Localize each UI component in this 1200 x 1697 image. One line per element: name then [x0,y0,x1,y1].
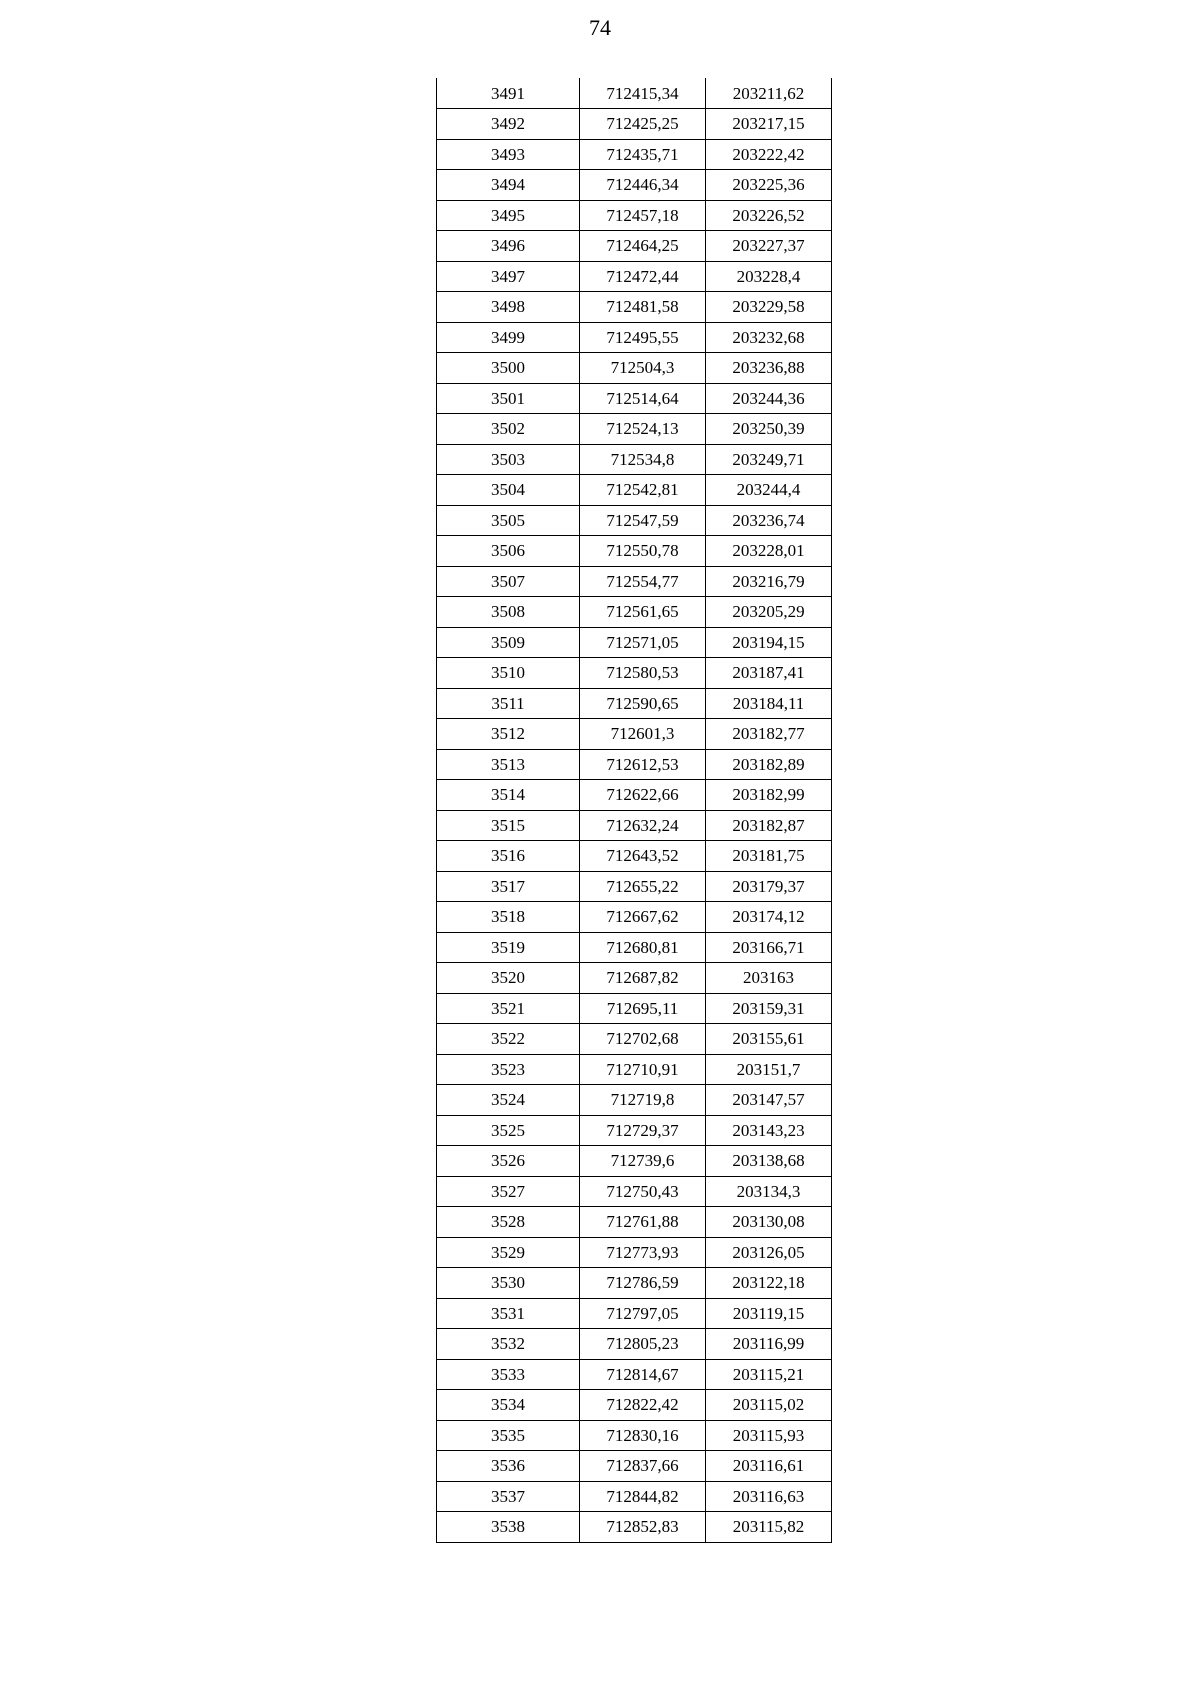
table-row [437,78,832,109]
point-number-cell: 3513 [437,749,580,780]
table-row [437,902,832,933]
point-number-cell: 3520 [437,963,580,994]
y-coordinate-cell: 203249,71 [706,444,832,475]
y-coordinate-cell: 203225,36 [706,170,832,201]
table-row [437,1024,832,1055]
y-coordinate-cell: 203138,68 [706,1146,832,1177]
y-coordinate-cell: 203184,11 [706,688,832,719]
point-number-cell: 3518 [437,902,580,933]
x-coordinate-cell: 712702,68 [580,1024,706,1055]
y-coordinate-cell: 203151,7 [706,1054,832,1085]
point-number-cell: 3511 [437,688,580,719]
point-number-cell: 3527 [437,1176,580,1207]
y-coordinate-cell: 203205,29 [706,597,832,628]
table-row [437,1115,832,1146]
y-coordinate-cell: 203134,3 [706,1176,832,1207]
y-coordinate-cell: 203217,15 [706,109,832,140]
table-row [437,231,832,262]
point-number-cell: 3522 [437,1024,580,1055]
point-number-cell: 3509 [437,627,580,658]
coordinates-table [436,78,832,1543]
x-coordinate-cell: 712695,11 [580,993,706,1024]
x-coordinate-cell: 712844,82 [580,1481,706,1512]
table-row [437,597,832,628]
y-coordinate-cell: 203147,57 [706,1085,832,1116]
table-row [437,719,832,750]
point-number-cell: 3508 [437,597,580,628]
table-row [437,536,832,567]
table-row [437,627,832,658]
table-row [437,1451,832,1482]
point-number-cell: 3521 [437,993,580,1024]
y-coordinate-cell: 203115,21 [706,1359,832,1390]
table-row [437,414,832,445]
point-number-cell: 3519 [437,932,580,963]
point-number-cell: 3515 [437,810,580,841]
table-row [437,566,832,597]
y-coordinate-cell: 203155,61 [706,1024,832,1055]
y-coordinate-cell: 203116,61 [706,1451,832,1482]
y-coordinate-cell: 203236,88 [706,353,832,384]
x-coordinate-cell: 712435,71 [580,139,706,170]
table-row [437,1298,832,1329]
point-number-cell: 3516 [437,841,580,872]
x-coordinate-cell: 712667,62 [580,902,706,933]
table-row [437,1237,832,1268]
point-number-cell: 3532 [437,1329,580,1360]
y-coordinate-cell: 203122,18 [706,1268,832,1299]
table-row [437,810,832,841]
table-row [437,475,832,506]
table-row [437,1359,832,1390]
table-row [437,841,832,872]
x-coordinate-cell: 712495,55 [580,322,706,353]
y-coordinate-cell: 203163 [706,963,832,994]
y-coordinate-cell: 203115,02 [706,1390,832,1421]
table-row [437,1054,832,1085]
point-number-cell: 3494 [437,170,580,201]
x-coordinate-cell: 712786,59 [580,1268,706,1299]
point-number-cell: 3514 [437,780,580,811]
point-number-cell: 3499 [437,322,580,353]
y-coordinate-cell: 203126,05 [706,1237,832,1268]
table-row [437,170,832,201]
point-number-cell: 3533 [437,1359,580,1390]
table-row [437,383,832,414]
x-coordinate-cell: 712446,34 [580,170,706,201]
x-coordinate-cell: 712524,13 [580,414,706,445]
point-number-cell: 3517 [437,871,580,902]
point-number-cell: 3531 [437,1298,580,1329]
point-number-cell: 3523 [437,1054,580,1085]
point-number-cell: 3525 [437,1115,580,1146]
x-coordinate-cell: 712601,3 [580,719,706,750]
y-coordinate-cell: 203236,74 [706,505,832,536]
x-coordinate-cell: 712655,22 [580,871,706,902]
y-coordinate-cell: 203244,4 [706,475,832,506]
x-coordinate-cell: 712464,25 [580,231,706,262]
point-number-cell: 3530 [437,1268,580,1299]
y-coordinate-cell: 203232,68 [706,322,832,353]
point-number-cell: 3536 [437,1451,580,1482]
x-coordinate-cell: 712550,78 [580,536,706,567]
table-body [437,78,832,1542]
point-number-cell: 3504 [437,475,580,506]
x-coordinate-cell: 712457,18 [580,200,706,231]
table-row [437,109,832,140]
x-coordinate-cell: 712837,66 [580,1451,706,1482]
y-coordinate-cell: 203115,93 [706,1420,832,1451]
x-coordinate-cell: 712822,42 [580,1390,706,1421]
y-coordinate-cell: 203181,75 [706,841,832,872]
table-row [437,1420,832,1451]
x-coordinate-cell: 712622,66 [580,780,706,811]
y-coordinate-cell: 203166,71 [706,932,832,963]
x-coordinate-cell: 712547,59 [580,505,706,536]
page-number: 74 [589,15,611,40]
y-coordinate-cell: 203222,42 [706,139,832,170]
point-number-cell: 3491 [437,78,580,109]
y-coordinate-cell: 203194,15 [706,627,832,658]
y-coordinate-cell: 203216,79 [706,566,832,597]
point-number-cell: 3538 [437,1512,580,1543]
point-number-cell: 3534 [437,1390,580,1421]
x-coordinate-cell: 712542,81 [580,475,706,506]
table-row [437,1085,832,1116]
point-number-cell: 3492 [437,109,580,140]
x-coordinate-cell: 712710,91 [580,1054,706,1085]
x-coordinate-cell: 712805,23 [580,1329,706,1360]
table-row [437,993,832,1024]
y-coordinate-cell: 203244,36 [706,383,832,414]
y-coordinate-cell: 203211,62 [706,78,832,109]
table-row [437,932,832,963]
y-coordinate-cell: 203143,23 [706,1115,832,1146]
point-number-cell: 3506 [437,536,580,567]
point-number-cell: 3535 [437,1420,580,1451]
point-number-cell: 3507 [437,566,580,597]
point-number-cell: 3493 [437,139,580,170]
table-row [437,139,832,170]
table-row [437,444,832,475]
table-row [437,1329,832,1360]
y-coordinate-cell: 203115,82 [706,1512,832,1543]
x-coordinate-cell: 712739,6 [580,1146,706,1177]
table-row [437,200,832,231]
point-number-cell: 3529 [437,1237,580,1268]
point-number-cell: 3524 [437,1085,580,1116]
y-coordinate-cell: 203250,39 [706,414,832,445]
x-coordinate-cell: 712814,67 [580,1359,706,1390]
point-number-cell: 3496 [437,231,580,262]
table-row [437,1481,832,1512]
point-number-cell: 3498 [437,292,580,323]
table-row [437,1268,832,1299]
y-coordinate-cell: 203228,01 [706,536,832,567]
y-coordinate-cell: 203182,77 [706,719,832,750]
point-number-cell: 3500 [437,353,580,384]
point-number-cell: 3526 [437,1146,580,1177]
point-number-cell: 3502 [437,414,580,445]
x-coordinate-cell: 712571,05 [580,627,706,658]
point-number-cell: 3537 [437,1481,580,1512]
table-row [437,1207,832,1238]
x-coordinate-cell: 712643,52 [580,841,706,872]
y-coordinate-cell: 203229,58 [706,292,832,323]
y-coordinate-cell: 203227,37 [706,231,832,262]
x-coordinate-cell: 712719,8 [580,1085,706,1116]
x-coordinate-cell: 712680,81 [580,932,706,963]
table-row [437,1176,832,1207]
x-coordinate-cell: 712830,16 [580,1420,706,1451]
x-coordinate-cell: 712554,77 [580,566,706,597]
y-coordinate-cell: 203116,99 [706,1329,832,1360]
x-coordinate-cell: 712729,37 [580,1115,706,1146]
x-coordinate-cell: 712514,64 [580,383,706,414]
x-coordinate-cell: 712534,8 [580,444,706,475]
y-coordinate-cell: 203228,4 [706,261,832,292]
table-row [437,871,832,902]
table-row [437,780,832,811]
point-number-cell: 3503 [437,444,580,475]
point-number-cell: 3501 [437,383,580,414]
y-coordinate-cell: 203159,31 [706,993,832,1024]
y-coordinate-cell: 203226,52 [706,200,832,231]
point-number-cell: 3510 [437,658,580,689]
point-number-cell: 3528 [437,1207,580,1238]
table-row [437,749,832,780]
x-coordinate-cell: 712415,34 [580,78,706,109]
table-row [437,1390,832,1421]
x-coordinate-cell: 712580,53 [580,658,706,689]
point-number-cell: 3495 [437,200,580,231]
y-coordinate-cell: 203116,63 [706,1481,832,1512]
point-number-cell: 3505 [437,505,580,536]
x-coordinate-cell: 712425,25 [580,109,706,140]
x-coordinate-cell: 712761,88 [580,1207,706,1238]
x-coordinate-cell: 712687,82 [580,963,706,994]
y-coordinate-cell: 203179,37 [706,871,832,902]
point-number-cell: 3512 [437,719,580,750]
y-coordinate-cell: 203182,99 [706,780,832,811]
table-row [437,292,832,323]
x-coordinate-cell: 712612,53 [580,749,706,780]
table-row [437,353,832,384]
y-coordinate-cell: 203182,87 [706,810,832,841]
x-coordinate-cell: 712797,05 [580,1298,706,1329]
y-coordinate-cell: 203174,12 [706,902,832,933]
x-coordinate-cell: 712561,65 [580,597,706,628]
table-row [437,1512,832,1543]
point-number-cell: 3497 [437,261,580,292]
x-coordinate-cell: 712504,3 [580,353,706,384]
y-coordinate-cell: 203119,15 [706,1298,832,1329]
y-coordinate-cell: 203182,89 [706,749,832,780]
table-row [437,688,832,719]
table-row [437,1146,832,1177]
table-row [437,505,832,536]
table-row [437,322,832,353]
x-coordinate-cell: 712750,43 [580,1176,706,1207]
table-row [437,261,832,292]
x-coordinate-cell: 712852,83 [580,1512,706,1543]
y-coordinate-cell: 203130,08 [706,1207,832,1238]
x-coordinate-cell: 712590,65 [580,688,706,719]
x-coordinate-cell: 712632,24 [580,810,706,841]
y-coordinate-cell: 203187,41 [706,658,832,689]
table-row [437,963,832,994]
x-coordinate-cell: 712773,93 [580,1237,706,1268]
x-coordinate-cell: 712472,44 [580,261,706,292]
x-coordinate-cell: 712481,58 [580,292,706,323]
table-row [437,658,832,689]
